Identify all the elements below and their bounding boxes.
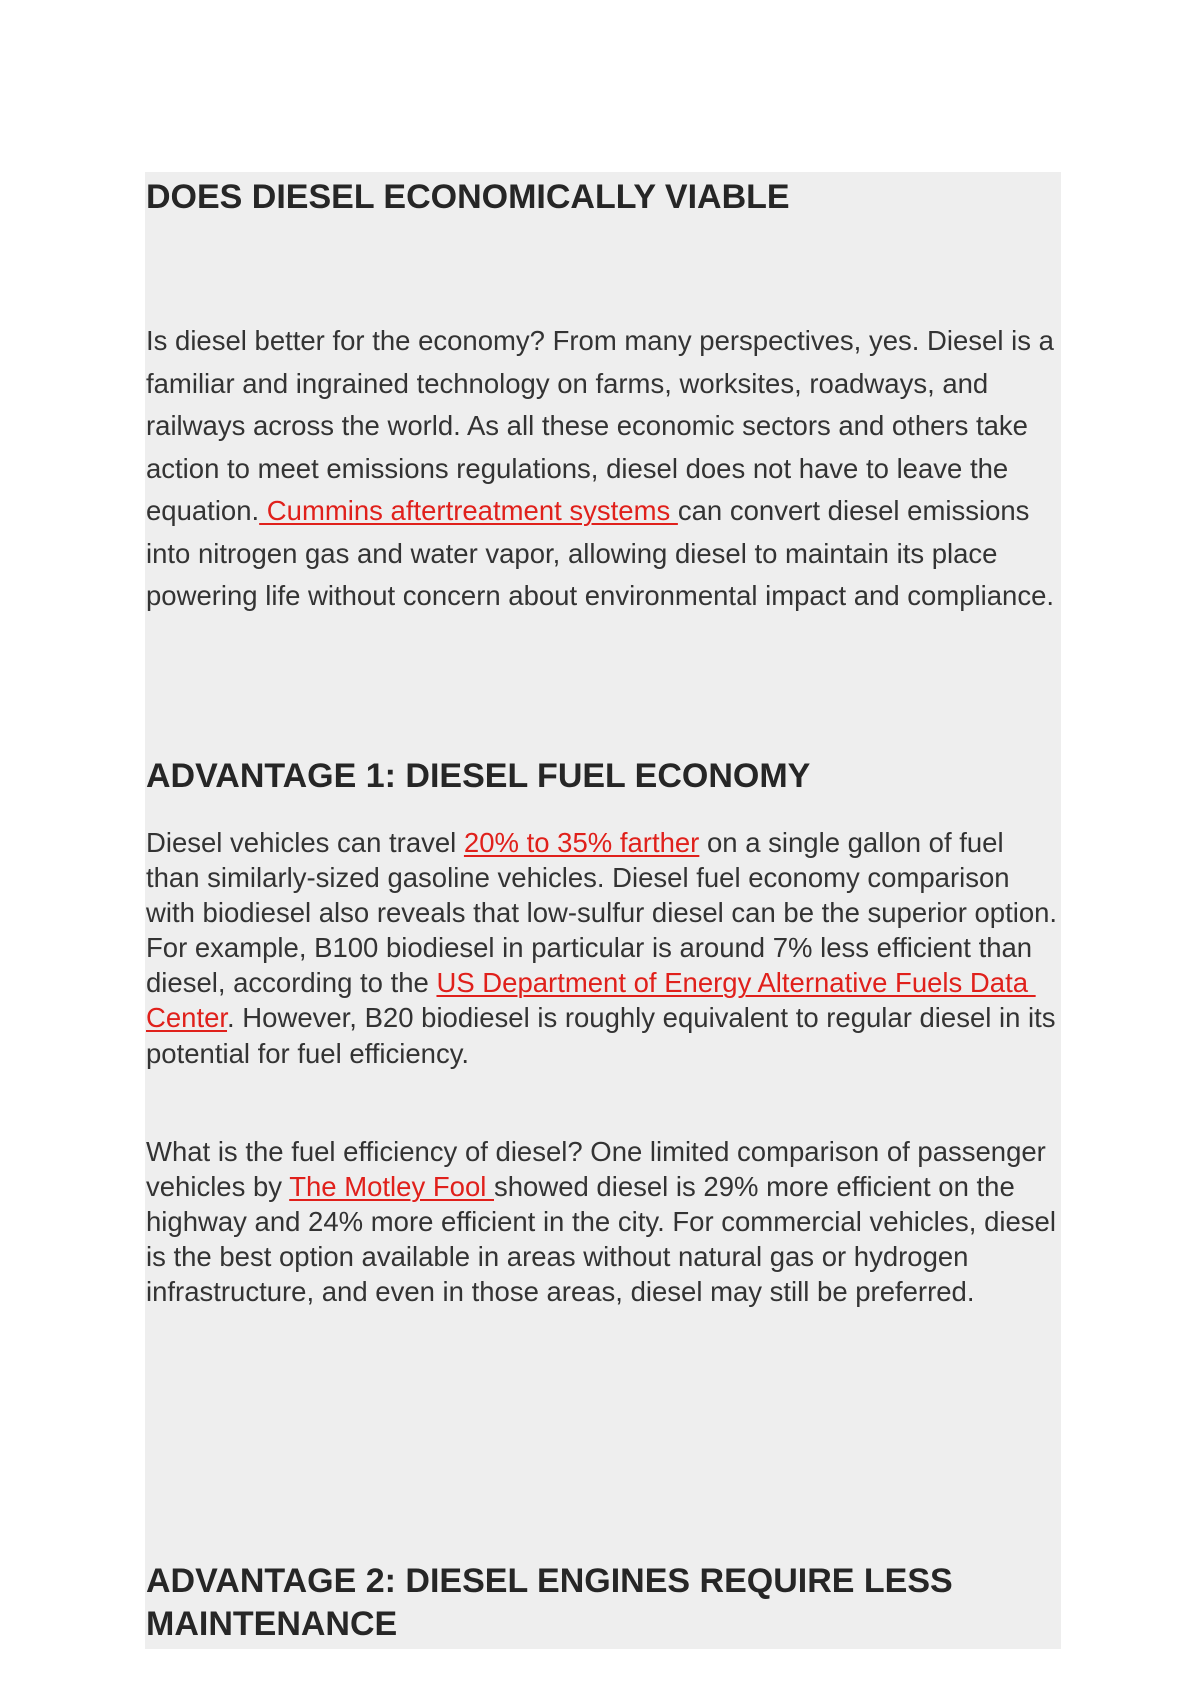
adv1-p1-text-1: Diesel vehicles can travel (146, 827, 464, 858)
doe-afdc-link[interactable]: US Department of Energy Alternative Fuels Data Center (146, 967, 1036, 1034)
motley-fool-link[interactable]: The Motley Fool (289, 1171, 494, 1203)
advantage-1-paragraph-1 (146, 825, 1065, 1071)
adv1-p2-text-1: What is the fuel efficiency of diesel? One limited comparison of passenger vehicles by (146, 1136, 1054, 1203)
farther-link[interactable]: 20% to 35% farther (463, 827, 700, 858)
intro-text-1: Is diesel better for the economy? From many perspectives, yes. Diesel is a familiar and ingrained technology on farms, worksites, roadways, and railways across the world. As all these economic sectors and others take action to meet emissions regulations, diesel does not have to leave the equation. (146, 325, 1062, 526)
intro-paragraph (146, 320, 1061, 618)
cummins-aftertreatment-link[interactable]: Cummins aftertreatment systems (259, 495, 678, 526)
adv1-p2-text-2: showed diesel is 29% more efficient on the highway and 24% more efficient in the city. For commercial vehicles, diesel is the best option available in areas without natural gas or hydrogen infrastructure, and even in those areas, diesel may still be preferred. (146, 1171, 1064, 1308)
intro-text-2: can convert diesel emissions into nitrogen gas and water vapor, allowing diesel to maintain its place powering life without concern about environmental impact and compliance. (146, 495, 1055, 611)
adv1-p1-text-2: on a single gallon of fuel than similarly-sized gasoline vehicles. Diesel fuel economy comparison with biodiesel also reveals that low-sulfur diesel can be the superior option. For example, B100 biodiesel in particular is around 7% less efficient than diesel, according to the (146, 827, 1065, 999)
advantage-1-paragraph-2 (146, 1134, 1064, 1309)
advantage-1-heading: ADVANTAGE 1: DIESEL FUEL ECONOMY (146, 757, 811, 795)
advantage-2-heading: ADVANTAGE 2: DIESEL ENGINES REQUIRE LESS MAINTENANCE (146, 1562, 953, 1643)
adv1-p1-text-3: . However, B20 biodiesel is roughly equivalent to regular diesel in its potential for fuel efficiency. (146, 1002, 1064, 1069)
document-title: DOES DIESEL ECONOMICALLY VIABLE (146, 178, 790, 216)
